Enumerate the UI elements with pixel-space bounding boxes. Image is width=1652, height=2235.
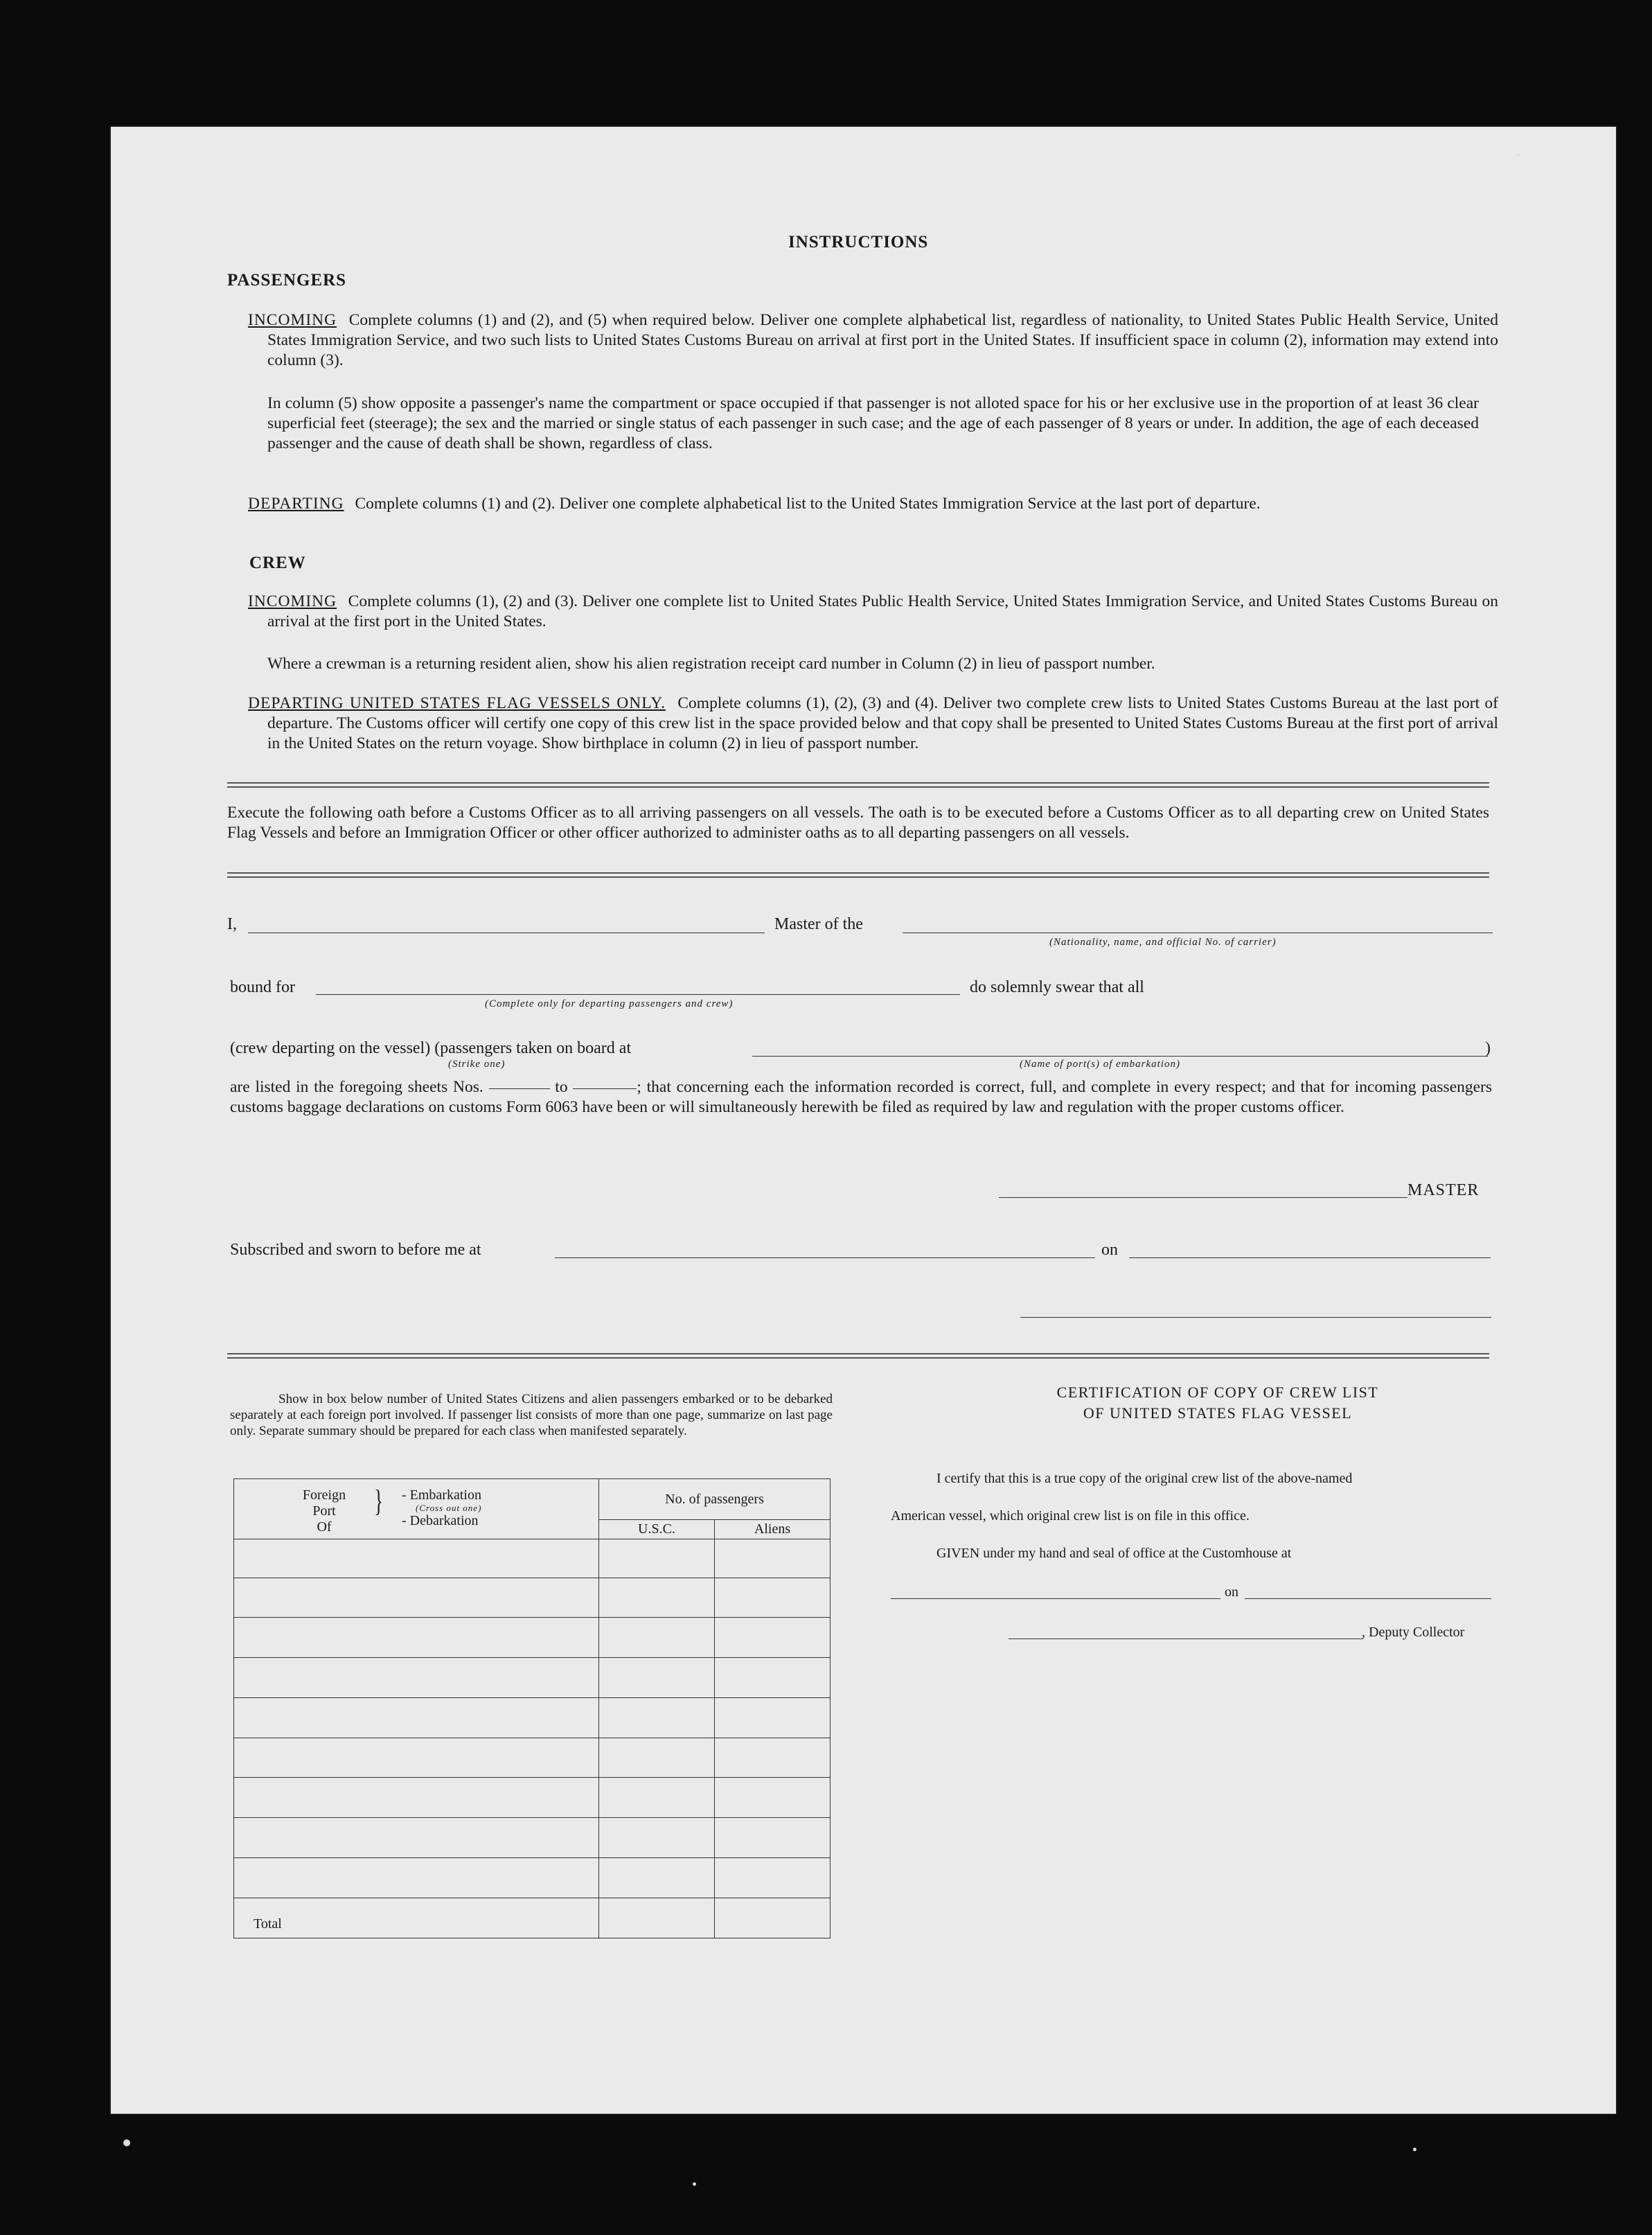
port-cell[interactable]: [234, 1738, 599, 1778]
header-of: Of: [317, 1519, 332, 1535]
crew-passengers-choice: (crew departing on the vessel) (passengers taken on board at: [230, 1039, 632, 1057]
port-cell[interactable]: [234, 1578, 599, 1618]
aliens-cell[interactable]: [715, 1539, 831, 1578]
crew-departing-paragraph: [248, 694, 1498, 754]
divider-2: [227, 872, 1489, 878]
crew-incoming-paragraph: [248, 592, 1498, 632]
aliens-cell[interactable]: [715, 1578, 831, 1618]
port-cell[interactable]: [234, 1618, 599, 1658]
certify-line-2: American vessel, which original crew list is on file in this office.: [891, 1508, 1250, 1523]
crew-departing-text: Complete columns (1), (2), (3) and (4). Deliver two complete crew lists to United States Customs Bureau at the last port of departure. The Customs officer will certify one copy of this crew list in the space provided below and that copy shall be presented to United States Customs Bureau at the first port of arrival in the United States on the return voyage. Show birthplace in column (2) in lieu of passport number.: [267, 694, 1498, 752]
deputy-collector-label: , Deputy Collector: [1362, 1625, 1465, 1640]
port-cell[interactable]: [234, 1658, 599, 1698]
certification-on-label: on: [1225, 1584, 1238, 1600]
scan-speck: [123, 2139, 130, 2146]
bound-for-field[interactable]: [316, 994, 960, 995]
total-usc-cell[interactable]: [599, 1898, 715, 1938]
sheets-to: to: [555, 1078, 568, 1096]
subscribed-on-label: on: [1101, 1241, 1118, 1259]
master-label: MASTER: [1407, 1181, 1480, 1199]
scan-speck: [693, 2182, 696, 2186]
port-cell[interactable]: [234, 1778, 599, 1818]
subscribed-date-field[interactable]: [1129, 1257, 1491, 1258]
brace-icon: }: [374, 1484, 383, 1518]
crew-incoming-lead: INCOMING: [248, 592, 337, 610]
passengers-incoming-paragraph: [248, 310, 1498, 371]
embarkation-ports-field[interactable]: [752, 1056, 1488, 1057]
aliens-cell[interactable]: [715, 1738, 831, 1778]
passengers-departing-lead: DEPARTING: [248, 495, 344, 513]
header-foreign: Foreign: [302, 1487, 346, 1503]
officer-signature-field[interactable]: [1020, 1317, 1491, 1318]
sheets-post: ; that concerning each the information recorded is correct, full, and complete in every respect; and that for incoming passengers customs baggage declarations on customs Form 6063 have been or will simultaneously herewith be filed as required by law and regulation with the proper customs officer.: [230, 1078, 1493, 1116]
divider-3: [227, 1353, 1489, 1359]
aliens-cell[interactable]: [715, 1818, 831, 1858]
passenger-summary-table: [233, 1478, 831, 1938]
usc-cell[interactable]: [599, 1539, 715, 1578]
usc-cell[interactable]: [599, 1658, 715, 1698]
passengers-incoming-text: Complete columns (1) and (2), and (5) when required below. Deliver one complete alphabetical list, regardless of nationality, to United States Public Health Service, United States Immigration Service, and two such lists to United States Customs Bureau on arrival at first port in the United States. If insufficient space in column (2), information may extend into column (3).: [267, 311, 1498, 369]
usc-cell[interactable]: [599, 1698, 715, 1738]
customhouse-field[interactable]: [891, 1598, 1220, 1599]
divider-1: [227, 782, 1489, 788]
header-debarkation: - Debarkation: [402, 1513, 479, 1528]
deputy-signature-field[interactable]: [1009, 1638, 1363, 1639]
form-page: [111, 127, 1616, 2114]
usc-header: U.S.C.: [599, 1520, 715, 1539]
passengers-incoming-lead: INCOMING: [248, 311, 337, 329]
close-paren: ): [1485, 1039, 1491, 1057]
certification-date-field[interactable]: [1245, 1598, 1491, 1599]
master-of-the-label: Master of the: [774, 915, 863, 933]
certification-title-line1: CERTIFICATION OF COPY OF CREW LIST: [1056, 1384, 1379, 1401]
carrier-caption: (Nationality, name, and official No. of carrier): [1049, 937, 1277, 948]
port-cell[interactable]: [234, 1539, 599, 1578]
port-cell[interactable]: [234, 1818, 599, 1858]
usc-cell[interactable]: [599, 1578, 715, 1618]
sheets-from-field[interactable]: [489, 1088, 550, 1089]
certification-title-line2: OF UNITED STATES FLAG VESSEL: [1083, 1404, 1353, 1422]
sheets-pre: are listed in the foregoing sheets Nos.: [230, 1078, 483, 1096]
usc-cell[interactable]: [599, 1738, 715, 1778]
summary-instructions: Show in box below number of United States Citizens and alien passengers embarked or to be debarked separately at each foreign port involved. If passenger list consists of more than one page, summarize on last page only. Separate summary should be prepared for each class when manifested separately.: [230, 1392, 833, 1438]
sheets-paragraph: [230, 1077, 1492, 1118]
oath-instructions: Execute the following oath before a Customs Officer as to all arriving passengers on all vessels. The oath is to be executed before a Customs Officer as to all departing crew on United States Flag Vessels and before an Immigration Officer or other officer authorized to administer oaths as to all departing passengers on all vessels.: [227, 804, 1489, 842]
scan-speck: [1517, 154, 1520, 157]
instructions-title: INSTRUCTIONS: [788, 233, 929, 251]
subscribed-label: Subscribed and sworn to before me at: [230, 1241, 481, 1259]
bound-for-label: bound for: [230, 978, 295, 996]
certify-line-1: I certify that this is a true copy of the original crew list of the above-named: [936, 1471, 1353, 1486]
usc-cell[interactable]: [599, 1778, 715, 1818]
aliens-cell[interactable]: [715, 1778, 831, 1818]
header-port: Port: [312, 1503, 336, 1519]
total-aliens-cell[interactable]: [715, 1898, 831, 1938]
column5-paragraph: In column (5) show opposite a passenger's name the compartment or space occupied if that passenger is not alloted space for his or her exclusive use in the proportion of at least 36 clear superficial feet (steerage); the sex and the married or single status of each passenger in such case; and the age of each passenger of 8 years or under. In addition, the age of each deceased passenger and the cause of death shall be shown, regardless of class.: [267, 394, 1479, 452]
bound-for-caption: (Complete only for departing passengers and crew): [485, 998, 734, 1009]
header-cross: (Cross out one): [416, 1503, 482, 1513]
subscribed-place-field[interactable]: [555, 1257, 1095, 1258]
usc-cell[interactable]: [599, 1818, 715, 1858]
crew-departing-lead: DEPARTING UNITED STATES FLAG VESSELS ONLY.: [248, 694, 666, 712]
port-cell[interactable]: [234, 1698, 599, 1738]
certification-title: [975, 1382, 1460, 1424]
scan-speck: [1413, 2148, 1416, 2151]
passengers-departing-paragraph: [248, 494, 1498, 514]
port-cell[interactable]: [234, 1858, 599, 1898]
crew-resident-paragraph: Where a crewman is a returning resident alien, show his alien registration receipt card number in Column (2) in lieu of passport number.: [267, 655, 1155, 673]
sheets-to-field[interactable]: [573, 1088, 637, 1089]
given-line: GIVEN under my hand and seal of office at the Customhouse at: [936, 1546, 1292, 1561]
total-label-cell: Total: [234, 1898, 599, 1938]
foreign-port-header: [234, 1479, 599, 1539]
aliens-cell[interactable]: [715, 1618, 831, 1658]
passengers-heading: PASSENGERS: [227, 271, 347, 290]
aliens-cell[interactable]: [715, 1698, 831, 1738]
no-passengers-header: No. of passengers: [599, 1479, 831, 1520]
oath-i-label: I,: [227, 915, 237, 933]
passengers-departing-text: Complete columns (1) and (2). Deliver one complete alphabetical list to the United States Immigration Service at the last port of departure.: [355, 495, 1261, 513]
crew-incoming-text: Complete columns (1), (2) and (3). Deliver one complete list to United States Public Health Service, United States Immigration Service, and United States Customs Bureau on arrival at the first port in the United States.: [267, 592, 1498, 630]
ports-caption: (Name of port(s) of embarkation): [1020, 1059, 1180, 1070]
crew-heading: CREW: [249, 554, 306, 572]
aliens-cell[interactable]: [715, 1858, 831, 1898]
master-signature-field[interactable]: [999, 1197, 1407, 1198]
strike-one-caption: (Strike one): [448, 1059, 506, 1070]
header-embarkation: - Embarkation: [402, 1487, 481, 1503]
aliens-header: Aliens: [715, 1520, 831, 1539]
usc-cell[interactable]: [599, 1618, 715, 1658]
usc-cell[interactable]: [599, 1858, 715, 1898]
swear-label: do solemnly swear that all: [970, 978, 1144, 996]
aliens-cell[interactable]: [715, 1658, 831, 1698]
